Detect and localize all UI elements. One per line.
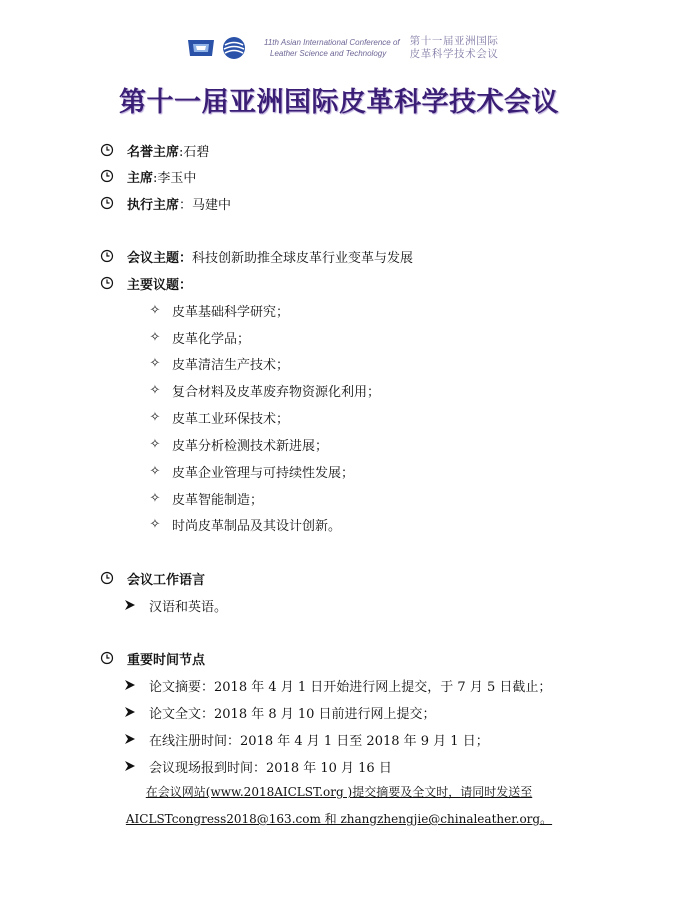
language-item [124,595,227,615]
header-english-line1: 11th Asian International Conference of [264,38,400,47]
theme-value: 科技创新助推全球皮革行业变革与发展 [192,250,414,266]
topic-item [148,514,341,534]
topic-text: 皮革智能制造； [172,492,264,508]
language-label: 会议工作语言 [127,572,206,588]
diamond-star-icon: ✧ [149,355,161,371]
arrowhead-icon [124,679,136,691]
diamond-star-icon: ✧ [149,490,161,506]
arrowhead-icon [124,599,136,611]
topic-item [148,300,289,320]
chair-value: :李玉中 [153,170,197,186]
language-row [100,568,205,588]
theme-row [100,246,413,266]
executive-chair-value: ：马建中 [179,197,232,213]
honorary-chair-row [100,140,209,160]
conference-logo-icon [186,36,216,60]
topic-text: 皮革化学品； [172,331,251,347]
topic-text: 时尚皮革制品及其设计创新。 [172,518,342,534]
clock-icon [100,651,114,665]
clock-icon [100,169,114,183]
topic-item [148,353,289,373]
topic-item [148,488,263,508]
header-chinese-line1: 第十一届亚洲国际 [409,35,499,47]
language-value: 汉语和英语。 [149,599,228,615]
clock-icon [100,249,114,263]
topic-item [148,380,380,400]
timeline-label: 重要时间节点 [127,652,206,668]
topic-item [148,407,289,427]
submission-email-link[interactable]: AICLSTcongress2018@163.com 和 zhangzhengjie@chinaleather.org。 [125,812,553,826]
topic-text: 皮革分析检测技术新进展； [172,438,329,454]
honorary-chair-label: 名誉主席 [127,144,180,160]
header-chinese [410,35,499,61]
timeline-item [124,729,489,749]
arrowhead-icon [124,760,136,772]
arrowhead-icon [124,733,136,745]
topic-text: 皮革基础科学研究； [172,304,290,320]
clock-icon [100,571,114,585]
diamond-star-icon: ✧ [149,436,161,452]
topic-item [148,434,328,454]
diamond-star-icon: ✧ [149,463,161,479]
topic-text: 皮革工业环保技术； [172,411,290,427]
submission-note-line2 [0,810,678,828]
timeline-text: 论文全文：2018 年 8 月 10 日前进行网上提交； [149,706,436,722]
diamond-star-icon: ✧ [149,516,161,532]
timeline-item [124,675,551,695]
chair-label: 主席 [127,170,154,186]
timeline-item [124,702,436,722]
topic-text: 复合材料及皮革废弃物资源化利用； [172,384,381,400]
executive-chair-row [100,193,231,213]
clock-icon [100,143,114,157]
timeline-item [124,756,392,776]
topics-label: 主要议题： [127,277,193,293]
clock-icon [100,196,114,210]
executive-chair-label: 执行主席 [127,197,180,213]
topics-row [100,273,192,293]
diamond-star-icon: ✧ [149,329,161,345]
arrowhead-icon [124,706,136,718]
clock-icon [100,276,114,290]
topic-item [148,327,250,347]
topic-item [148,461,354,481]
timeline-text: 论文摘要：2018 年 4 月 1 日开始进行网上提交，于 7 月 5 日截止； [149,679,552,695]
topic-text: 皮革清洁生产技术； [172,357,290,373]
page-title: 第十一届亚洲国际皮革科学技术会议 [119,87,559,118]
submission-note-line1 [0,783,678,801]
chair-row [100,166,196,186]
diamond-star-icon: ✧ [149,382,161,398]
timeline-text: 在线注册时间：2018 年 4 月 1 日至 2018 年 9 月 1 日； [149,733,489,749]
header-chinese-line2: 皮革科学技术会议 [409,48,499,60]
theme-label: 会议主题： [127,250,193,266]
topic-text: 皮革企业管理与可持续性发展； [172,465,355,481]
diamond-star-icon: ✧ [149,302,161,318]
header-english-line2: Leather Science and Technology [270,49,387,58]
header-english [264,37,400,59]
globe-logo-icon [222,36,246,60]
submission-note-link[interactable]: 在会议网站(www.2018AICLST.org )提交摘要及全文时，请同时发送至 [145,785,533,799]
header-banner [186,34,498,62]
timeline-text: 会议现场报到时间：2018 年 10 月 16 日 [149,760,392,776]
diamond-star-icon: ✧ [149,409,161,425]
honorary-chair-value: :石碧 [179,144,210,160]
timeline-row [100,648,205,668]
